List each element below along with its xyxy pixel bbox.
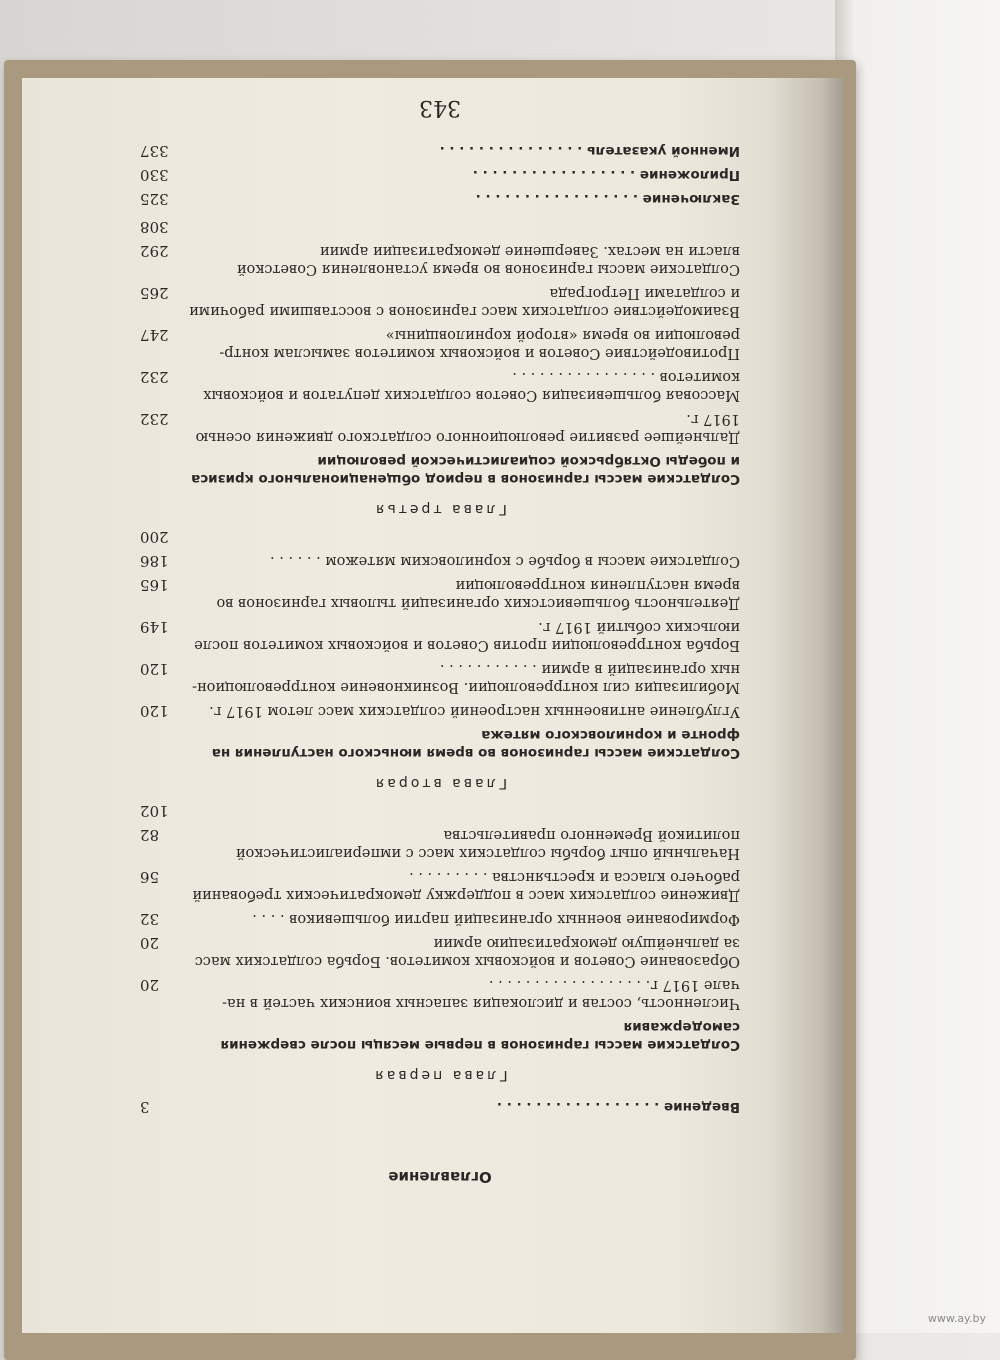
entry-line: июльских событий 1917 г. (538, 619, 740, 635)
table-of-contents: Оглавление Введение . . . . . . . . . . . . . . . . . 3 Глава первая Солдатские массы гарнизонов в первые месяцы после свержения самодержавия Численность, состав и дислокация запасных воинских частей в на- чале 1917 г. . . . . . . . . . . . . . . . . . 20 Образование Советов и войсковых комитетов. Борьба солдатских масс за дальнейшую демократизацию армии 20 Формирование военных организаций партии большевиков . . . . 32 Движение солдатских масс в поддержку демократических требований рабочего класса и крестьянства . . . . . . . . . 56 Начальный опыт борьбы солдатских масс с империалистической политикой Временного правительства 82 102 Глава вторая Солдатские массы гарнизонов во время июньского наступления на фронте и корниловского мятежа Углубление антивоенных настроений солдатских масс летом 1917 г. 120 Мобилизация сил контрреволюции. Возникновение контрреволюцион- ных организаций в армии . . . . . . . . . . . 120 Борьба контрреволюции против Советов и войсковых комитетов после июльских событий 1917 г. 149 Деятельность большевистских организаций тыловых гарнизонов во время наступления контрреволюции 165 Солдатские массы в борьбе с корниловским мятежом . . . . . . 186 200 Глава третья Солдатские массы гарнизонов в период общенационального кризиса и победы Октябрьской социалистической революции Дальнейшее развитие революционного солдатского движения осенью 1917 г. 232 Массовая большевизация Советов солдатских депутатов и войсковых комитетов . . . . . . . . . . . . . . . . 232 Противодействие Советов и войсковых комитетов замыслам контр- революции во время «второй корниловщины» 247 Взаимодействие солдатских масс гарнизонов с восставшими рабочими и солдатами Петрограда 265 Солдатские массы гарнизонов во время установления Советской власти на местах. Завершение демократизации армии 292 308 Заключение . . . . . . . . . . . . . . . . . 325 Приложение . . . . . . . . . . . . . . . . . 330 Именной указатель . . . . . . . . . . . . . . . 337 343 (140, 95, 740, 1186)
entry-line: рабочего класса и крестьянства . . . . . . . . . (409, 869, 740, 885)
entry-line: Деятельность большевистских организаций тыловых гарнизонов во (216, 595, 740, 611)
page-ref: 186 (140, 552, 169, 570)
page-ref: 337 (140, 142, 169, 160)
entry-line: Солдатские массы гарнизонов во время установления Советской (236, 261, 740, 277)
chapter-3-heading (140, 452, 740, 488)
entry-line: Солдатские массы в борьбе с корниловским мятежом . . . . . . (270, 553, 740, 569)
page-ref: 232 (140, 368, 169, 386)
entry-line: Дальнейшее развитие революционного солдатского движения осенью (195, 429, 740, 445)
entry-line: революции во время «второй корниловщины» (385, 327, 740, 343)
entry-line: Приложение . . . . . . . . . . . . . . . . . (472, 167, 740, 183)
page-ref: 20 (140, 976, 160, 994)
toc-entry (140, 410, 740, 446)
toc-entry (140, 910, 740, 928)
entry-line: Заключение . . . . . . . . . . . . . . . . . (475, 191, 740, 207)
toc-entry (140, 552, 740, 570)
toc-entry (140, 284, 740, 320)
chapter-2-label: Глава вторая (372, 775, 508, 791)
page-ref: 265 (140, 284, 169, 302)
toc-entry (140, 576, 740, 612)
chapter-3-label: Глава третья (373, 501, 507, 517)
entry-line: Солдатские массы гарнизонов во время июньского наступления на (211, 745, 740, 761)
toc-entry (140, 826, 740, 862)
entry-line: Солдатские массы гарнизонов в период общенационального кризиса (191, 471, 740, 487)
page-ref: 165 (140, 576, 169, 594)
toc-intro (140, 1098, 740, 1116)
entry-line: самодержавия (623, 1019, 740, 1035)
facing-page (835, 0, 1000, 1333)
chapter-2-heading (140, 726, 740, 762)
toc-entry (140, 242, 740, 278)
entry-line: Образование Советов и войсковых комитетов. Борьба солдатских масс (194, 953, 740, 969)
toc-entry (140, 142, 740, 160)
page-ref: 120 (140, 660, 169, 678)
entry-line: 1917 г. (686, 411, 740, 427)
page-number: 343 (419, 95, 461, 120)
toc-entry (140, 190, 740, 208)
entry-line: политикой Временного правительства (443, 827, 740, 843)
entry-line: Солдатские массы гарнизонов в первые месяцы после свержения (220, 1037, 740, 1053)
entry-line: Мобилизация сил контрреволюции. Возникновение контрреволюцион- (192, 679, 740, 695)
page-ref: 292 (140, 242, 169, 260)
toc-entry (140, 368, 740, 404)
page-ref: 82 (140, 826, 160, 844)
entry-line: время наступления контрреволюции (455, 577, 740, 593)
toc-entry (140, 618, 740, 654)
toc-entry (140, 702, 740, 720)
page-ref: 330 (140, 166, 169, 184)
entry-line: Движение солдатских масс в поддержку демократических требований (192, 887, 740, 903)
page-ref: 20 (140, 934, 160, 952)
page-ref: 120 (140, 702, 169, 720)
watermark: www.ay.by (927, 1312, 986, 1325)
entry-line: за дальнейшую демократизацию армии (433, 935, 740, 951)
entry-line: комитетов . . . . . . . . . . . . . . . . (512, 369, 740, 385)
entry-line: Введение . . . . . . . . . . . . . . . . . (496, 1099, 740, 1115)
entry-line: фронте и корниловского мятежа (481, 727, 740, 743)
entry-line: Начальный опыт борьбы солдатских масс с империалистической (235, 845, 740, 861)
toc-entry (140, 934, 740, 970)
toc-entry (140, 976, 740, 1012)
chapter-1-heading (140, 1018, 740, 1054)
page-ref: 325 (140, 190, 169, 208)
entry-line: Формирование военных организаций партии большевиков . . . . (252, 911, 740, 927)
chapter-1-label: Глава первая (372, 1067, 508, 1083)
entry-line: и солдатами Петрограда (549, 285, 740, 301)
entry-line: Численность, состав и дислокация запасных воинских частей в на- (222, 995, 740, 1011)
page-ref: 149 (140, 618, 169, 636)
entry-line: власти на местах. Завершение демократизации армии (319, 243, 740, 259)
entry-line: Массовая большевизация Советов солдатских депутатов и войсковых (203, 387, 740, 403)
page-ref: 56 (140, 868, 160, 886)
entry-line: и победы Октябрьской социалистической революции (317, 453, 740, 469)
page-ref: 232 (140, 410, 169, 428)
page-ref: 32 (140, 910, 160, 928)
entry-line: чале 1917 г. . . . . . . . . . . . . . . . . . (488, 977, 740, 993)
entry-line: Борьба контрреволюции против Советов и войсковых комитетов после (194, 637, 740, 653)
toc-entry (140, 660, 740, 696)
entry-line: Именной указатель . . . . . . . . . . . . . . . (439, 143, 740, 159)
page-ref: 3 (140, 1098, 150, 1116)
toc-title: Оглавление (388, 1168, 492, 1186)
toc-entry (140, 166, 740, 184)
entry-line: ных организаций в армии . . . . . . . . . . . (439, 661, 740, 677)
entry-line: Взаимодействие солдатских масс гарнизонов с восставшими рабочими (189, 303, 740, 319)
toc-entry (140, 326, 740, 362)
entry-line: Противодействие Советов и войсковых комитетов замыслам контр- (219, 345, 740, 361)
page-gutter-shadow (770, 78, 844, 1333)
page-ref: 247 (140, 326, 169, 344)
entry-line: Углубление антивоенных настроений солдатских масс летом 1917 г. (209, 703, 740, 719)
toc-entry (140, 868, 740, 904)
